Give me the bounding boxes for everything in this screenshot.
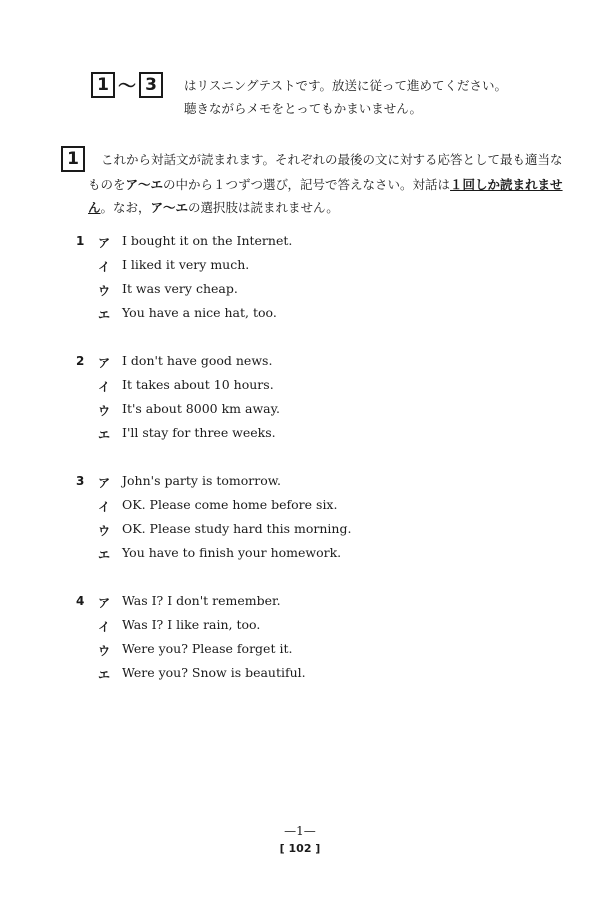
- question-3-number: 3: [76, 474, 85, 488]
- q2-option-u-label: ウ: [98, 404, 111, 418]
- q2-option-i-label: イ: [98, 380, 111, 394]
- q3-option-e-text: You have to finish your homework.: [122, 545, 342, 560]
- q1-option-u-label: ウ: [98, 284, 111, 298]
- header-range: [91, 72, 163, 98]
- instruction-line-3: [88, 198, 339, 216]
- q2-option-a-label: ア: [98, 356, 111, 370]
- section-1-box: 1: [61, 146, 85, 172]
- instr-text: の中から１つずつ選び，記号で答えなさい。対話は: [163, 177, 451, 192]
- q4-option-e-text: Were you? Snow is beautiful.: [122, 665, 306, 680]
- listening-header: [91, 72, 571, 122]
- question-1-number: 1: [76, 234, 85, 248]
- page-code: [ 102 ]: [279, 842, 321, 855]
- q2-option-i-text: It takes about 10 hours.: [122, 377, 274, 392]
- q2-option-u-text: It's about 8000 km away.: [122, 401, 280, 416]
- q1-option-e-text: You have a nice hat, too.: [122, 305, 277, 320]
- q2-option-a-text: I don't have good news.: [122, 353, 273, 368]
- instr-text: 。なお，: [100, 200, 151, 215]
- question-2-number: 2: [76, 354, 85, 368]
- q4-option-u-label: ウ: [98, 644, 111, 658]
- header-line-1: はリスニングテストです。放送に従って進めてください。: [184, 78, 508, 93]
- q3-option-i-text: OK. Please come home before six.: [122, 497, 338, 512]
- q1-option-a-text: I bought it on the Internet.: [122, 233, 293, 248]
- q4-option-a-text: Was I? I don't remember.: [122, 593, 281, 608]
- q1-option-e-label: エ: [98, 308, 111, 322]
- q2-option-e-text: I'll stay for three weeks.: [122, 425, 276, 440]
- q2-option-e-label: エ: [98, 428, 111, 442]
- range-tilde: ～: [118, 76, 136, 97]
- q4-option-e-label: エ: [98, 668, 111, 682]
- q3-option-e-label: エ: [98, 548, 111, 562]
- page-number: —1—: [284, 824, 316, 838]
- instr-bold-choices: ア～エ: [125, 177, 164, 192]
- q3-option-u-text: OK. Please study hard this morning.: [122, 521, 352, 536]
- q3-option-a-label: ア: [98, 476, 111, 490]
- q1-option-a-label: ア: [98, 236, 111, 250]
- instr-text: ものを: [88, 177, 126, 192]
- instr-emphasis: １回しか読まれませ: [450, 177, 563, 192]
- q4-option-u-text: Were you? Please forget it.: [122, 641, 293, 656]
- instruction-line-2: [88, 175, 563, 193]
- q1-option-i-label: イ: [98, 260, 111, 274]
- question-4-number: 4: [76, 594, 85, 608]
- q3-option-u-label: ウ: [98, 524, 111, 538]
- q4-option-a-label: ア: [98, 596, 111, 610]
- range-end-box: 3: [139, 72, 163, 98]
- q4-option-i-text: Was I? I like rain, too.: [122, 617, 261, 632]
- q1-option-u-text: It was very cheap.: [122, 281, 238, 296]
- header-line-2: 聴きながらメモをとってもかまいません。: [184, 101, 423, 116]
- instr-bold-choices: ア～エ: [150, 200, 189, 215]
- instruction-line-1: これから対話文が読まれます。それぞれの最後の文に対する応答として最も適当な: [101, 152, 563, 167]
- range-start-box: 1: [91, 72, 115, 98]
- instr-text: の選択肢は読まれません。: [188, 200, 339, 215]
- q3-option-i-label: イ: [98, 500, 111, 514]
- instr-emphasis: ん: [88, 200, 101, 215]
- q4-option-i-label: イ: [98, 620, 111, 634]
- q1-option-i-text: I liked it very much.: [122, 257, 250, 272]
- q3-option-a-text: John's party is tomorrow.: [122, 473, 281, 488]
